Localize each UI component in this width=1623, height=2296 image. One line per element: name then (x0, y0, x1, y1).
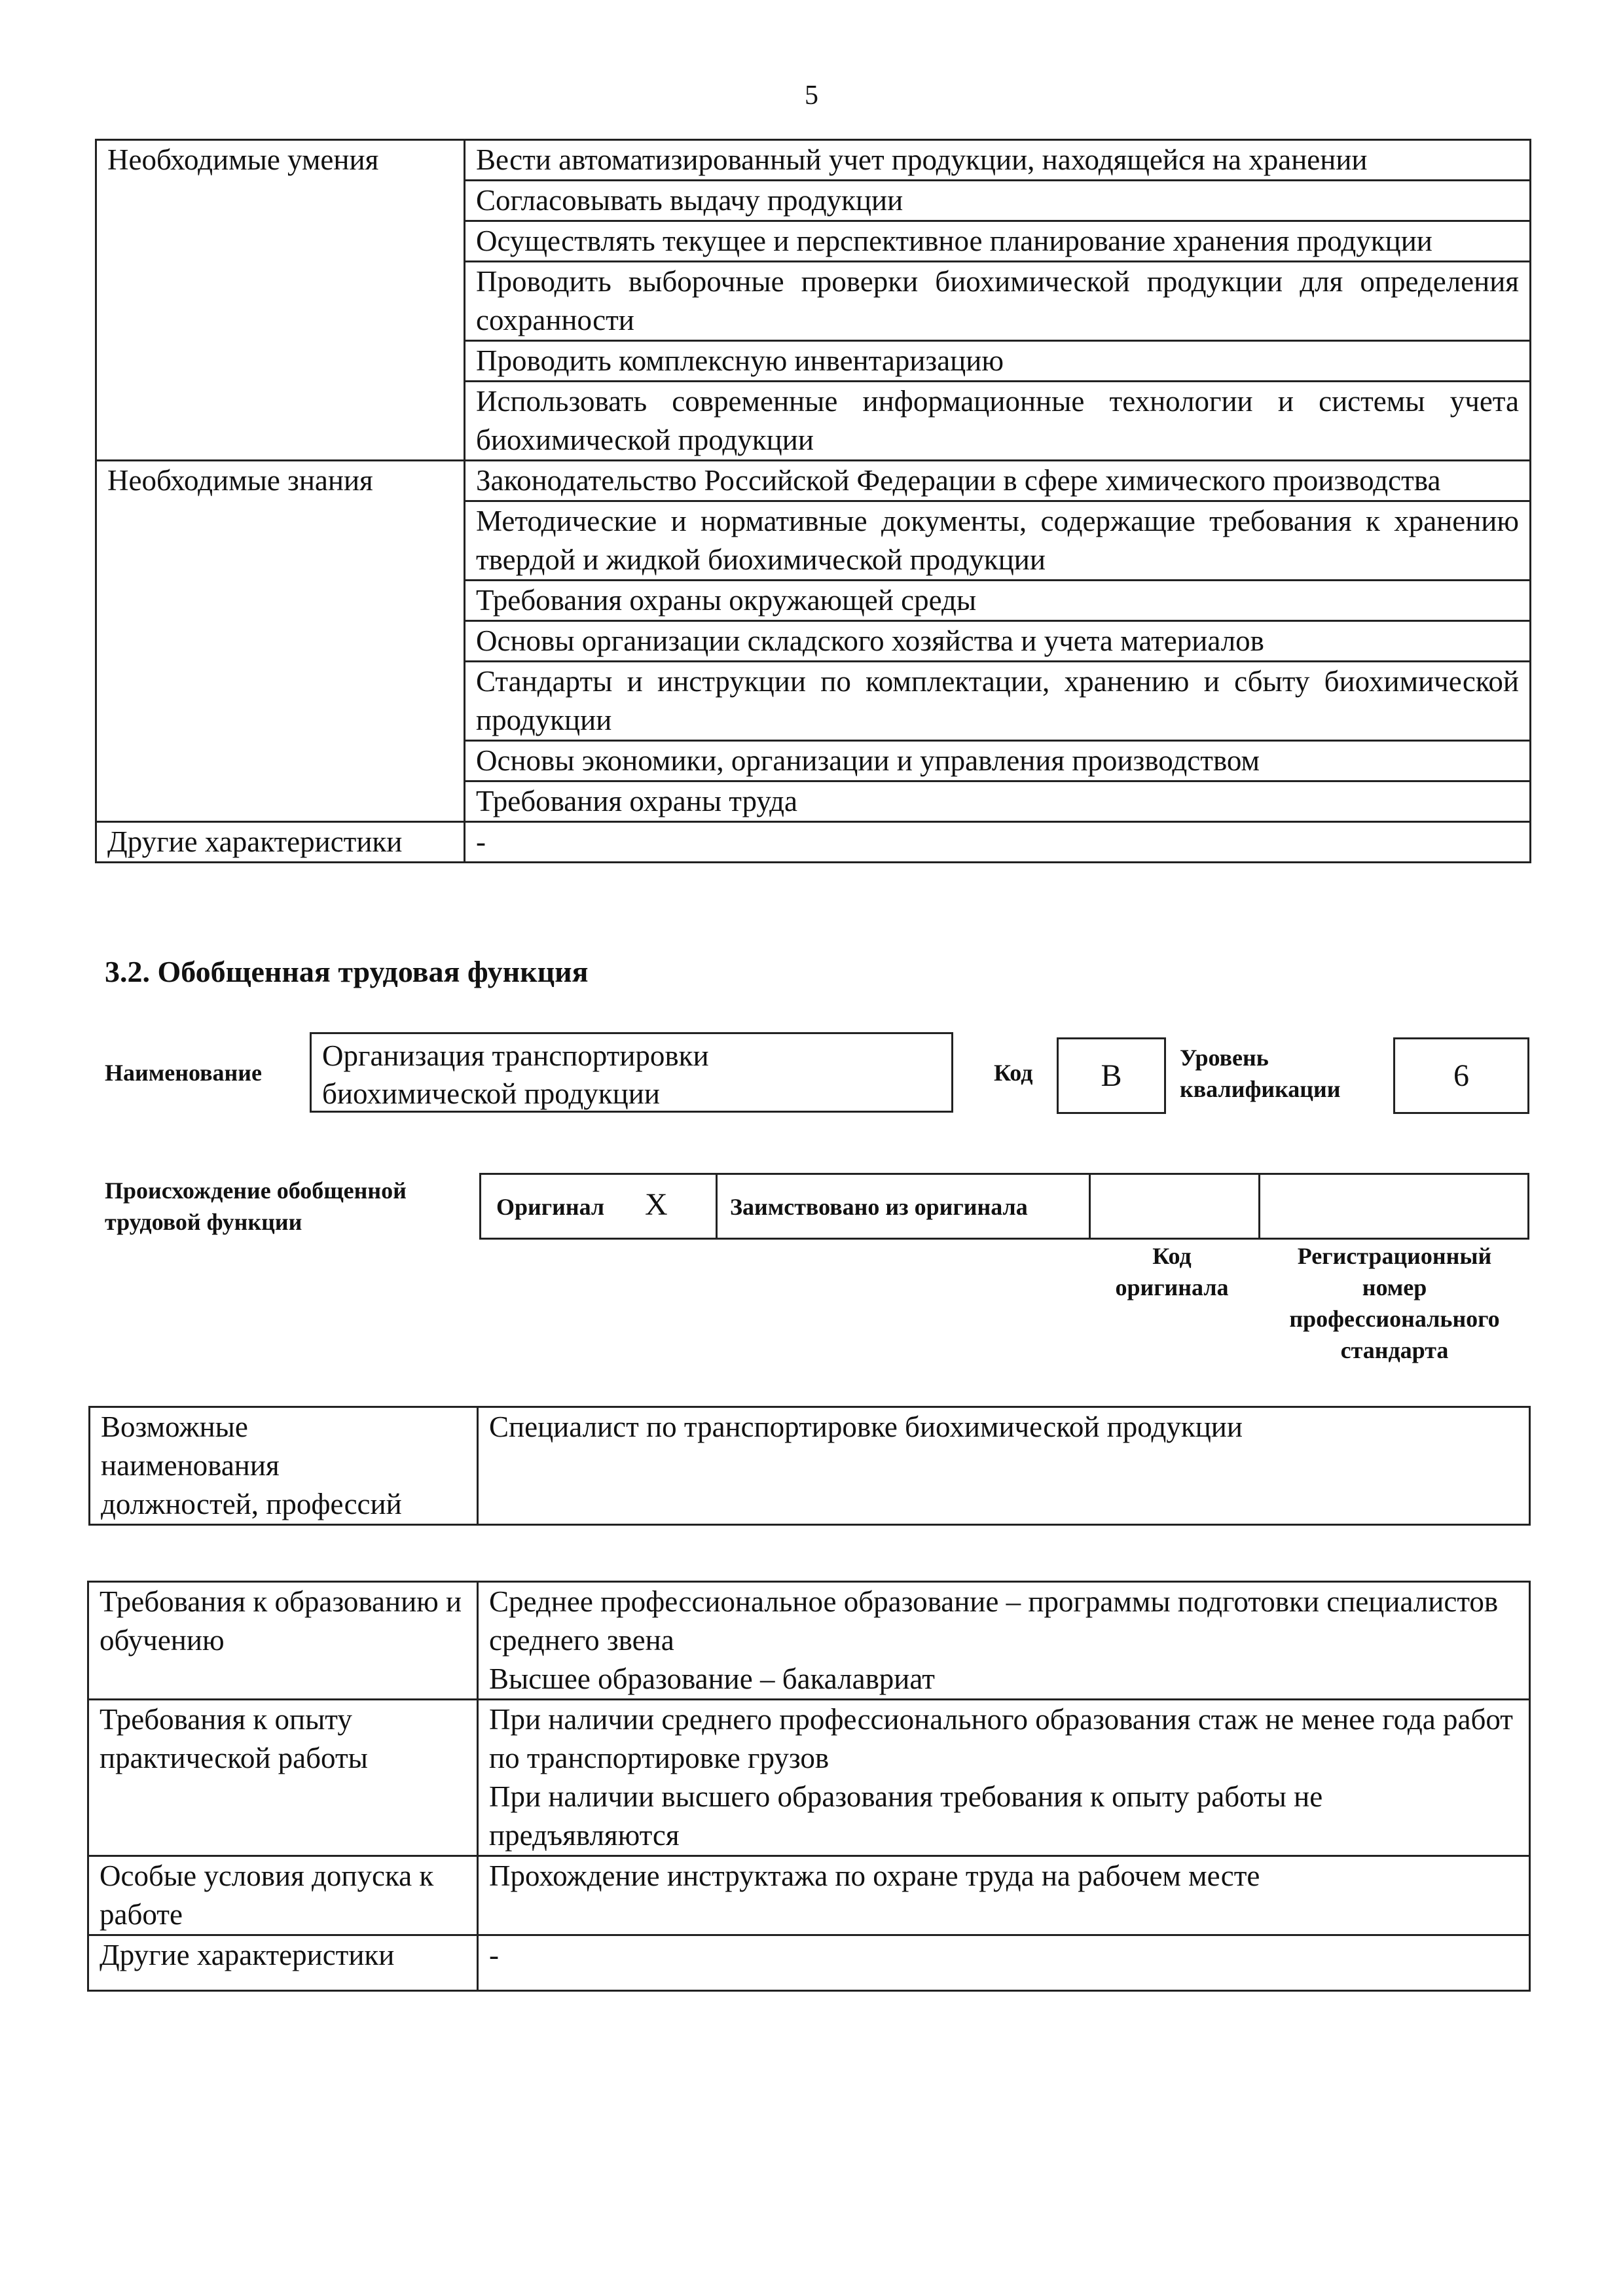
table-row (96, 822, 1531, 863)
knowledge-item: Требования охраны труда (465, 781, 1531, 822)
requirement-line: Высшее образование – бакалавриат (489, 1662, 935, 1695)
caption-line: профессионального (1289, 1306, 1500, 1332)
original-mark: X (645, 1187, 668, 1222)
requirement-value (478, 1935, 1530, 1991)
requirement-label: Другие характеристики (88, 1935, 478, 1991)
caption-line: Регистрационный (1297, 1243, 1492, 1269)
origin-divider (1258, 1175, 1260, 1238)
function-name-line: Организация транспортировки (322, 1039, 709, 1072)
page-number: 5 (805, 81, 818, 111)
code-label: Код (994, 1060, 1033, 1086)
skill-item: Проводить выборочные проверки биохимической продукции для определения сохранности (465, 262, 1531, 341)
table-row (90, 1407, 1530, 1525)
job-titles-table (88, 1406, 1531, 1526)
caption-line: номер (1362, 1274, 1427, 1300)
table-row (88, 1935, 1530, 1991)
origin-divider (716, 1175, 718, 1238)
caption-line: оригинала (1115, 1274, 1229, 1300)
code-value-box (1057, 1037, 1166, 1114)
skill-item: Согласовывать выдачу продукции (465, 181, 1531, 221)
level-label-line: Уровень (1180, 1045, 1269, 1071)
requirement-line: - (489, 1939, 499, 1971)
requirement-label: Особые условия допуска к работе (88, 1856, 478, 1935)
borrowed-label: Заимствовано из оригинала (730, 1194, 1028, 1220)
section-title: 3.2. Обобщенная трудовая функция (105, 955, 589, 988)
caption-registration-number (1257, 1240, 1532, 1366)
requirement-line: При наличии среднего профессионального образования стаж не менее года работ по транспортировке грузов (489, 1703, 1513, 1774)
requirements-table (87, 1581, 1531, 1992)
knowledge-item: Стандарты и инструкции по комплектации, хранению и сбыту биохимической продукции (465, 662, 1531, 741)
table-row (88, 1856, 1530, 1935)
level-label-line: квалификации (1180, 1076, 1341, 1102)
knowledge-item: Требования охраны окружающей среды (465, 581, 1531, 621)
knowledge-item: Основы экономики, организации и управления производством (465, 741, 1531, 781)
job-titles-value: Специалист по транспортировке биохимической продукции (478, 1407, 1530, 1525)
label-line: наименования (101, 1449, 280, 1482)
caption-line: стандарта (1340, 1337, 1449, 1363)
origin-label (105, 1175, 407, 1238)
other-label: Другие характеристики (96, 822, 465, 863)
knowledge-item: Методические и нормативные документы, содержащие требования к хранению твердой и жидкой биохимической продукции (465, 501, 1531, 581)
origin-divider (1089, 1175, 1091, 1238)
requirement-value (478, 1700, 1530, 1856)
label-line: Возможные (101, 1410, 248, 1443)
requirement-line: Прохождение инструктажа по охране труда на рабочем месте (489, 1859, 1260, 1892)
requirement-value (478, 1582, 1530, 1700)
table-row (96, 140, 1531, 181)
level-value: 6 (1453, 1058, 1469, 1093)
skill-item: Вести автоматизированный учет продукции, находящейся на хранении (465, 140, 1531, 181)
knowledge-item: Законодательство Российской Федерации в сфере химического производства (465, 461, 1531, 501)
table-row (88, 1582, 1530, 1700)
name-label: Наименование (105, 1060, 262, 1086)
requirement-line: Среднее профессиональное образование – программы подготовки специалистов среднего звена (489, 1585, 1499, 1657)
code-value: B (1101, 1058, 1122, 1093)
caption-original-code (1087, 1240, 1257, 1303)
table-row (88, 1700, 1530, 1856)
knowledge-item: Основы организации складского хозяйства и учета материалов (465, 621, 1531, 662)
table-row (96, 461, 1531, 501)
function-name-box (310, 1032, 953, 1113)
skills-label: Необходимые умения (96, 140, 465, 461)
requirement-line: При наличии высшего образования требования к опыту работы не предъявляются (489, 1780, 1323, 1852)
knowledge-label: Необходимые знания (96, 461, 465, 822)
requirement-label: Требования к опыту практической работы (88, 1700, 478, 1856)
skill-item: Осуществлять текущее и перспективное планирование хранения продукции (465, 221, 1531, 262)
origin-label-line: трудовой функции (105, 1209, 302, 1235)
function-name-line: биохимической продукции (322, 1077, 660, 1110)
skill-item: Использовать современные информационные технологии и системы учета биохимической продукции (465, 382, 1531, 461)
origin-row (479, 1173, 1529, 1240)
job-titles-label (90, 1407, 478, 1525)
skill-item: Проводить комплексную инвентаризацию (465, 341, 1531, 382)
level-value-box (1393, 1037, 1529, 1114)
label-line: должностей, профессий (101, 1488, 402, 1520)
requirement-value (478, 1856, 1530, 1935)
requirement-label: Требования к образованию и обучению (88, 1582, 478, 1700)
original-label: Оригинал (496, 1194, 605, 1220)
skills-knowledge-table (95, 139, 1531, 863)
caption-line: Код (1152, 1243, 1192, 1269)
level-label (1180, 1042, 1341, 1105)
origin-label-line: Происхождение обобщенной (105, 1177, 407, 1204)
other-value: - (465, 822, 1531, 863)
